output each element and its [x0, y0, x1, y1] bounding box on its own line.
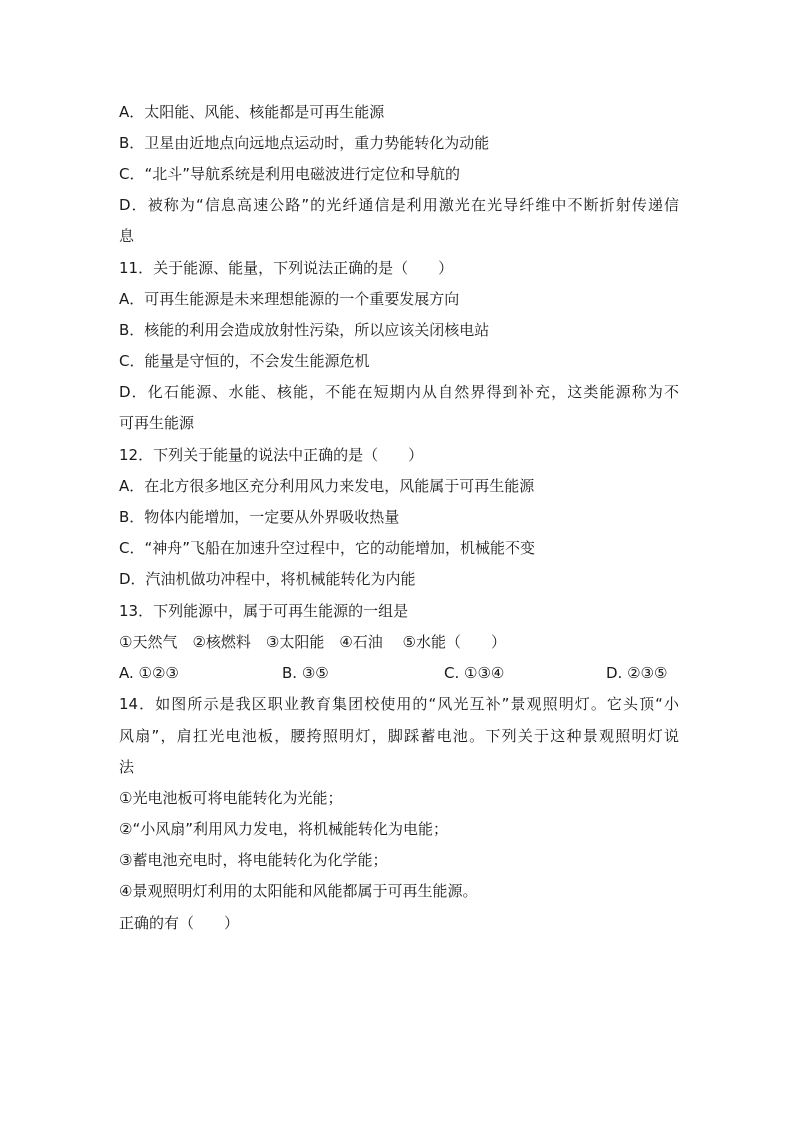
q14-tail: 正确的有（ ）: [119, 914, 240, 932]
q13-option-a: A. ①②③: [119, 664, 179, 682]
q13-stem: 13．下列能源中，属于可再生能源的一组是: [119, 602, 409, 620]
q10-option-c: C．“北斗”导航系统是利用电磁波进行定位和导航的: [119, 165, 461, 183]
q14-stem-line1: 14．如图所示是我区职业教育集团校使用的“风光互补”景观照明灯。它头顶“小: [119, 695, 679, 713]
q11-stem: 11．关于能源、能量，下列说法正确的是（ ）: [119, 259, 454, 277]
q11-option-c: C．能量是守恒的，不会发生能源危机: [119, 352, 370, 370]
q10-option-a: A．太阳能、风能、核能都是可再生能源: [119, 103, 385, 121]
q13-option-c: C. ①③④: [444, 664, 505, 682]
q13-option-d: D. ②③⑤: [606, 664, 668, 682]
q14-stem-line3: 法: [119, 758, 135, 776]
q12-option-b: B．物体内能增加，一定要从外界吸收热量: [119, 508, 400, 526]
q10-option-d-line2: 息: [119, 227, 135, 245]
q11-option-b: B．核能的利用会造成放射性污染，所以应该关闭核电站: [119, 321, 490, 339]
q10-option-d-line1: D．被称为“信息高速公路”的光纤通信是利用激光在光导纤维中不断折射传递信: [119, 196, 679, 214]
q12-stem: 12．下列关于能量的说法中正确的是（ ）: [119, 446, 424, 464]
q13-option-b: B. ③⑤: [282, 664, 329, 682]
q10-option-b: B．卫星由近地点向远地点运动时，重力势能转化为动能: [119, 134, 490, 152]
q14-statement-3: ③蓄电池充电时，将电能转化为化学能；: [119, 851, 388, 869]
q14-statement-4: ④景观照明灯利用的太阳能和风能都属于可再生能源。: [119, 882, 478, 900]
q12-option-d: D．汽油机做功冲程中，将机械能转化为内能: [119, 570, 416, 588]
q11-option-d-line2: 可再生能源: [119, 414, 195, 432]
q11-option-d-line1: D．化石能源、水能、核能，不能在短期内从自然界得到补充，这类能源称为不: [119, 383, 679, 401]
q12-option-a: A．在北方很多地区充分利用风力来发电，风能属于可再生能源: [119, 477, 535, 495]
q12-option-c: C．“神舟”飞船在加速升空过程中，它的动能增加，机械能不变: [119, 539, 536, 557]
q14-statement-2: ②“小风扇”利用风力发电，将机械能转化为电能；: [119, 820, 448, 838]
q13-items: ①天然气 ②核燃料 ③太阳能 ④石油 ⑤水能（ ）: [119, 633, 507, 651]
q11-option-a: A．可再生能源是未来理想能源的一个重要发展方向: [119, 290, 460, 308]
q14-stem-line2: 风扇”，肩扛光电池板，腰挎照明灯，脚踩蓄电池。下列关于这种景观照明灯说: [119, 727, 679, 745]
q14-statement-1: ①光电池板可将电能转化为光能；: [119, 789, 343, 807]
